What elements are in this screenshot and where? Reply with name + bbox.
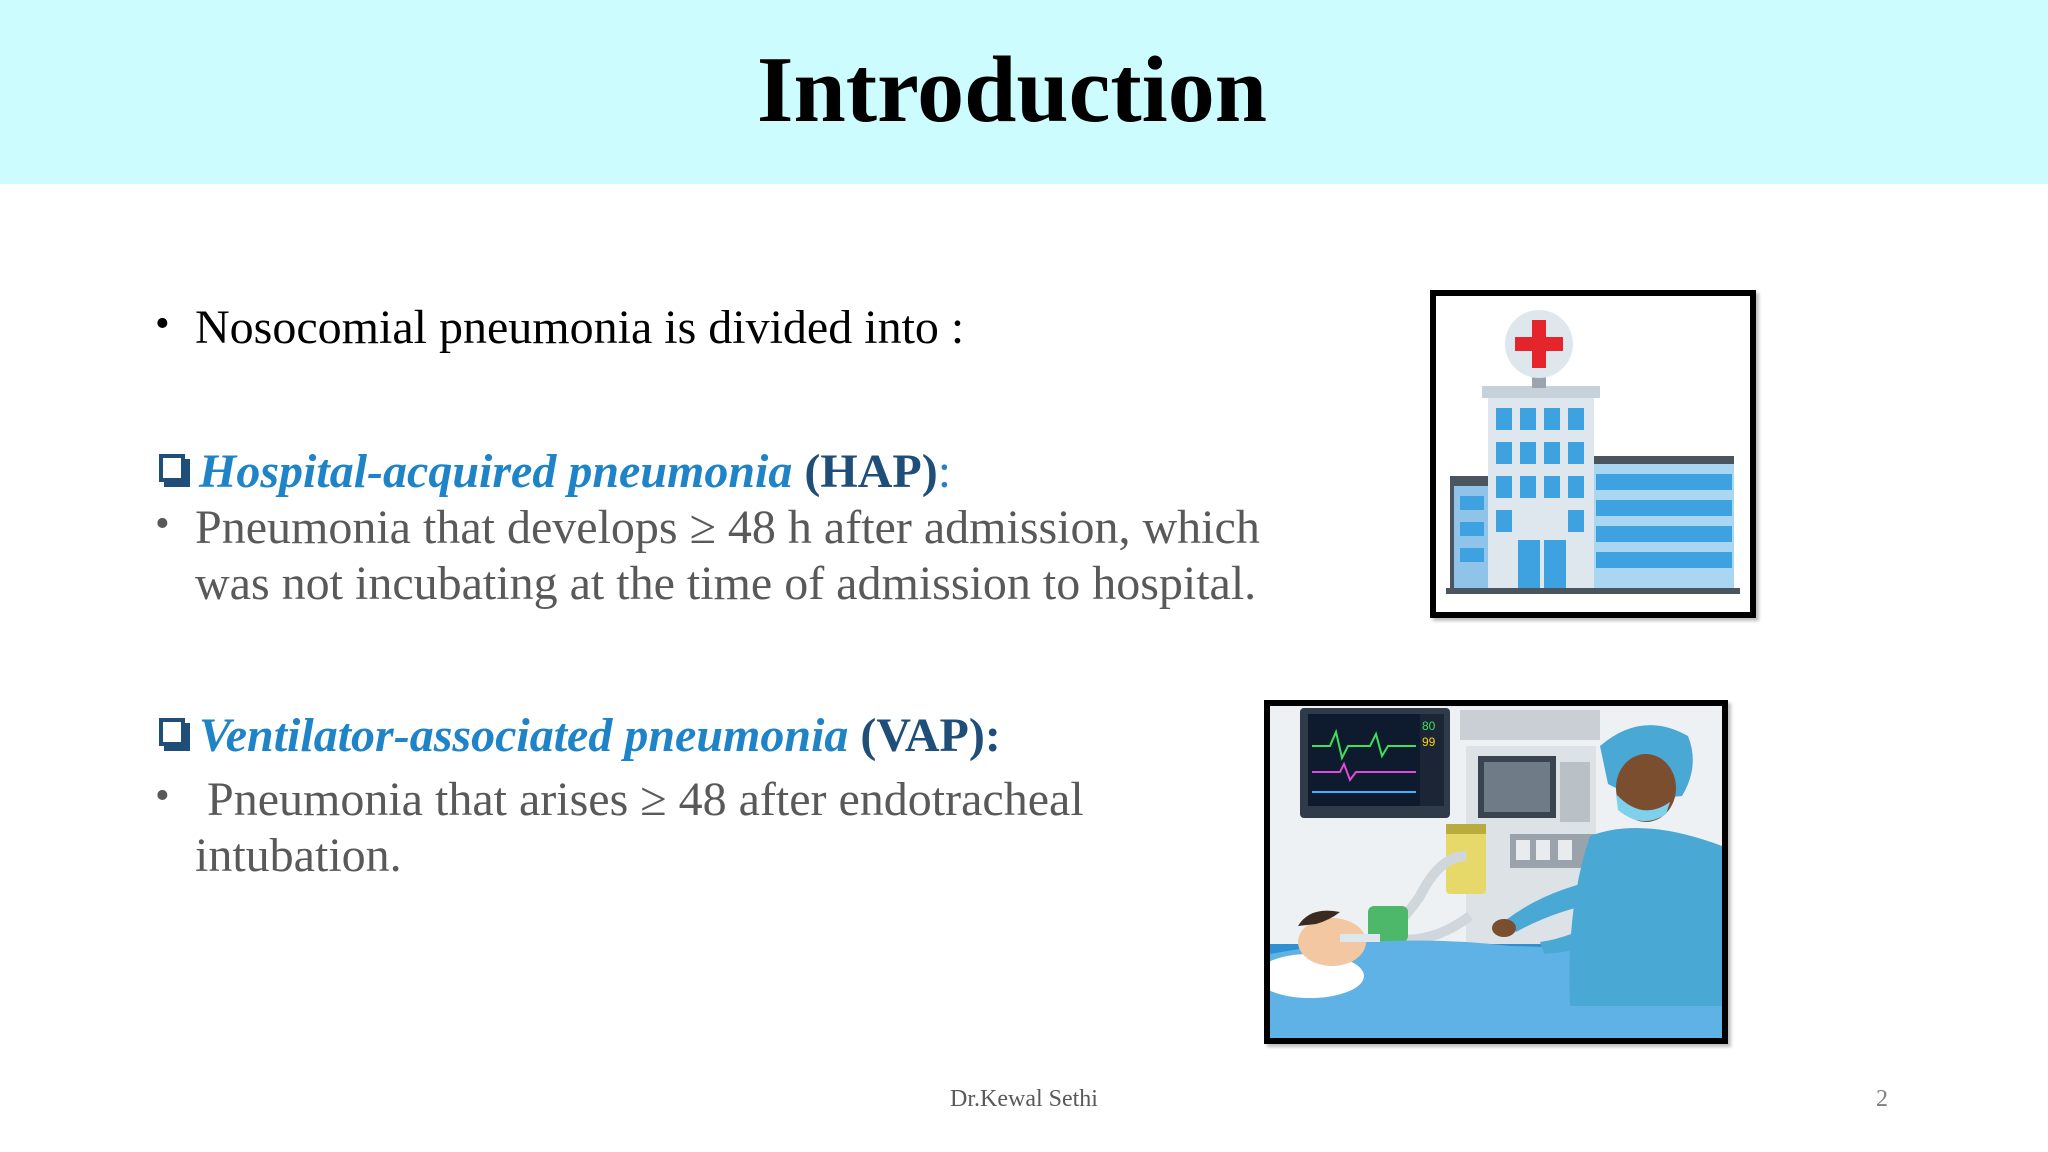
hap-description-line-2: was not incubating at the time of admission to hospital. <box>195 557 1257 610</box>
hap-heading <box>155 444 1385 500</box>
icu-ventilator-illustration <box>1270 706 1722 1038</box>
bullet-dot: • <box>155 501 170 547</box>
hospital-image <box>1430 290 1756 618</box>
slide-title: Introduction <box>756 38 1268 142</box>
vap-description-line-1: Pneumonia that arises ≥ 48 after endotracheal <box>195 773 1084 826</box>
intro-bullet <box>155 300 1385 356</box>
hap-description-line-1: Pneumonia that develops ≥ 48 h after admission, which <box>195 501 1260 554</box>
slide-content <box>155 300 1385 884</box>
page-number: 2 <box>1876 1086 1888 1112</box>
vap-heading <box>155 708 1385 764</box>
bullet-dot: • <box>155 773 170 819</box>
icu-ventilator-image <box>1264 700 1728 1044</box>
vap-description <box>155 772 1385 884</box>
monitor-readout-2: 99 <box>1422 735 1436 749</box>
footer-author: Dr.Kewal Sethi <box>950 1086 1098 1112</box>
checkbox-bullet-icon <box>159 454 185 482</box>
hap-term: Hospital-acquired pneumonia <box>199 445 793 498</box>
vap-abbr: (VAP): <box>860 709 1001 762</box>
vap-term: Ventilator-associated pneumonia <box>199 709 849 762</box>
hospital-building-icon <box>1436 296 1750 612</box>
hap-abbr: (HAP) <box>804 445 938 498</box>
monitor-readout-1: 80 <box>1422 719 1436 733</box>
hap-colon: : <box>937 445 952 498</box>
intro-bullet-text: Nosocomial pneumonia is divided into : <box>195 301 965 354</box>
checkbox-bullet-icon <box>159 718 185 746</box>
hap-description <box>155 500 1385 612</box>
bullet-dot: • <box>155 301 170 347</box>
vap-description-line-2: intubation. <box>195 829 402 882</box>
